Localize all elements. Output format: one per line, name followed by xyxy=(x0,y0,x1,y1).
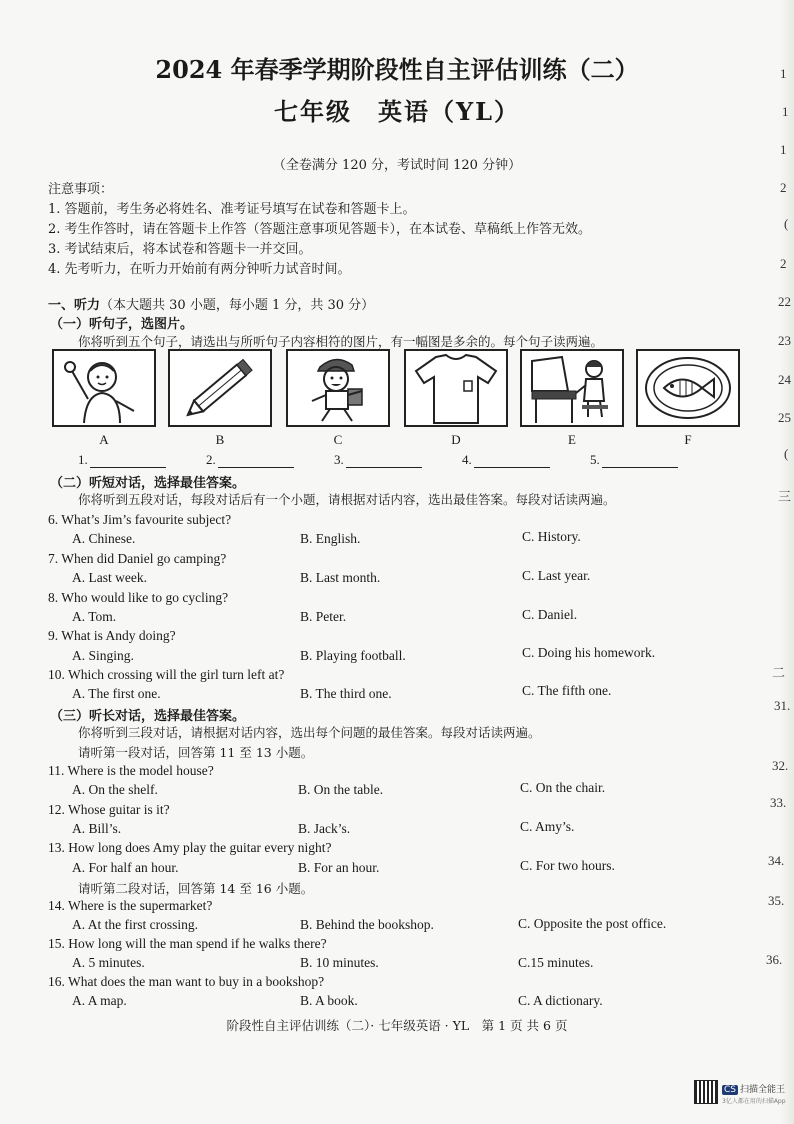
question-9: 9. What is Andy doing? xyxy=(48,628,176,643)
blank-line xyxy=(90,455,166,468)
question-11: 11. Where is the model house? xyxy=(48,763,214,778)
answer-blank xyxy=(590,452,678,468)
margin-mark: 24 xyxy=(778,372,791,387)
option-b: B. Behind the bookshop. xyxy=(300,917,434,932)
margin-mark: 33. xyxy=(770,795,787,810)
option-a: A. 5 minutes. xyxy=(72,955,145,970)
blank-line xyxy=(474,455,550,468)
option-c: C. Opposite the post office. xyxy=(518,916,667,931)
picture-a-boy-waving xyxy=(52,349,156,427)
fish-plate-icon xyxy=(638,351,738,425)
notice-item: 2. 考生作答时，请在答题卡上作答（答题注意事项见答题卡），在本试卷、草稿纸上作答无效。 xyxy=(48,222,592,237)
option-c: C. A dictionary. xyxy=(518,993,603,1008)
picture-c-boy-running xyxy=(286,349,390,427)
question-6: 6. What’s Jim’s favourite subject? xyxy=(48,512,232,527)
option-c: C. History. xyxy=(522,529,581,544)
scanner-name: 扫描全能王 xyxy=(740,1085,786,1095)
answer-blank xyxy=(334,452,422,468)
part1-instruction: 你将听到五个句子，请选出与所听句子内容相符的图片，有一幅图是多余的。每个句子读两遍。 xyxy=(78,334,604,349)
exam-title: 2024 年春季学期阶段性自主评估训练（二） xyxy=(155,55,639,84)
exam-subtitle: 七年级 英语（YL） xyxy=(273,97,520,126)
t-shirt-icon xyxy=(406,351,506,425)
blank-line xyxy=(602,455,678,468)
option-b: B. A book. xyxy=(300,993,358,1008)
question-15: 15. How long will the man spend if he walks there? xyxy=(48,936,327,951)
part3-sub2: 请听第二段对话，回答第 14 至 16 小题。 xyxy=(78,881,314,896)
piano-icon xyxy=(522,351,622,425)
blank-number: 4. xyxy=(462,452,472,467)
margin-mark: 1 xyxy=(780,142,787,157)
blank-number: 2. xyxy=(206,452,216,467)
part3-instruction: 你将听到三段对话，请根据对话内容，选出每个问题的最佳答案。每段对话读两遍。 xyxy=(78,725,541,740)
blank-line xyxy=(346,455,422,468)
picture-label: B xyxy=(215,432,225,447)
question-16: 16. What does the man want to buy in a bookshop? xyxy=(48,974,325,989)
option-a: A. Chinese. xyxy=(72,531,136,546)
pencil-icon xyxy=(170,351,270,425)
margin-mark: 二 xyxy=(772,665,786,680)
option-b: B. For an hour. xyxy=(298,860,380,875)
margin-mark: ( xyxy=(784,446,789,461)
notice-item: 3. 考试结束后，将本试卷和答题卡一并交回。 xyxy=(48,242,312,257)
margin-mark: 31. xyxy=(774,698,791,713)
margin-mark: 2 xyxy=(780,256,787,271)
blank-number: 5. xyxy=(590,452,600,467)
blank-number: 1. xyxy=(78,452,88,467)
page-footer: 阶段性自主评估训练（二）· 七年级英语 · YL 第 1 页 共 6 页 xyxy=(226,1018,568,1033)
option-b: B. Playing football. xyxy=(300,648,406,663)
option-b: B. English. xyxy=(300,531,361,546)
margin-mark: 三 xyxy=(778,489,792,504)
question-12: 12. Whose guitar is it? xyxy=(48,802,170,817)
question-8: 8. Who would like to go cycling? xyxy=(48,590,229,605)
option-c: C. For two hours. xyxy=(520,858,615,873)
answer-blank xyxy=(206,452,294,468)
part3-sub1: 请听第一段对话，回答第 11 至 13 小题。 xyxy=(78,745,314,760)
picture-label: D xyxy=(451,432,461,447)
option-b: B. On the table. xyxy=(298,782,384,797)
score-note: （全卷满分 120 分，考试时间 120 分钟） xyxy=(272,158,522,173)
option-c: C. The fifth one. xyxy=(522,683,612,698)
part3-heading: （三）听长对话，选择最佳答案。 xyxy=(50,709,246,724)
section-title: 一、听力 xyxy=(48,298,101,313)
margin-mark: 22 xyxy=(778,294,791,309)
picture-f-fish-plate xyxy=(636,349,740,427)
answer-blank xyxy=(78,452,166,468)
notice-item: 4. 先考听力，在听力开始前有两分钟听力试音时间。 xyxy=(48,262,351,277)
margin-mark: 34. xyxy=(768,853,785,868)
option-a: A. Tom. xyxy=(72,609,117,624)
picture-label: A xyxy=(99,432,109,447)
option-a: A. Bill’s. xyxy=(72,821,122,836)
option-a: A. For half an hour. xyxy=(72,860,179,875)
option-a: A. Last week. xyxy=(72,570,147,585)
option-c: C. Daniel. xyxy=(522,607,578,622)
option-c: C. Last year. xyxy=(522,568,591,583)
option-a: A. On the shelf. xyxy=(72,782,158,797)
picture-label: F xyxy=(684,432,692,447)
scanner-logo-icon: CS xyxy=(724,1085,736,1095)
notice-item: 1. 答题前，考生务必将姓名、准考证号填写在试卷和答题卡上。 xyxy=(48,202,416,217)
margin-mark: 35. xyxy=(768,893,785,908)
picture-label: C xyxy=(333,432,343,447)
notice-heading: 注意事项： xyxy=(48,182,114,197)
boy-running-icon xyxy=(288,351,388,425)
question-7: 7. When did Daniel go camping? xyxy=(48,551,227,566)
picture-label: E xyxy=(568,432,576,447)
part2-instruction: 你将听到五段对话，每段对话后有一个小题，请根据对话内容，选出最佳答案。每段对话读两遍。 xyxy=(78,492,616,507)
picture-d-t-shirt xyxy=(404,349,508,427)
qr-code-icon xyxy=(694,1080,718,1104)
question-14: 14. Where is the supermarket? xyxy=(48,898,213,913)
section-listening-heading xyxy=(48,294,374,313)
margin-mark: 23 xyxy=(778,333,791,348)
option-a: A. A map. xyxy=(72,993,127,1008)
margin-mark: 2 xyxy=(780,180,787,195)
scanner-tagline: 3亿人都在用的扫描App xyxy=(722,1098,786,1105)
answer-blank xyxy=(462,452,550,468)
option-c: C. Amy’s. xyxy=(520,819,575,834)
boy-waving-icon xyxy=(54,351,154,425)
option-b: B. Last month. xyxy=(300,570,381,585)
margin-mark: 25 xyxy=(778,410,791,425)
margin-mark: ( xyxy=(784,216,789,231)
option-a: A. The first one. xyxy=(72,686,161,701)
margin-mark: 1 xyxy=(780,66,787,81)
margin-mark: 36. xyxy=(766,952,783,967)
option-b: B. The third one. xyxy=(300,686,392,701)
question-13: 13. How long does Amy play the guitar every night? xyxy=(48,840,332,855)
option-c: C.15 minutes. xyxy=(518,955,594,970)
scanner-watermark xyxy=(722,1082,785,1095)
option-c: C. Doing his homework. xyxy=(522,645,656,660)
option-b: B. 10 minutes. xyxy=(300,955,379,970)
option-c: C. On the chair. xyxy=(520,780,606,795)
option-b: B. Jack’s. xyxy=(298,821,351,836)
part1-heading: （一）听句子，选图片。 xyxy=(50,317,194,332)
blank-number: 3. xyxy=(334,452,344,467)
section-note: （本大题共 30 小题，每小题 1 分，共 30 分） xyxy=(100,298,375,313)
option-a: A. At the first crossing. xyxy=(72,917,198,932)
option-a: A. Singing. xyxy=(72,648,134,663)
option-b: B. Peter. xyxy=(300,609,347,624)
picture-e-girl-piano xyxy=(520,349,624,427)
margin-mark: 32. xyxy=(772,758,789,773)
part2-heading: （二）听短对话，选择最佳答案。 xyxy=(50,476,246,491)
picture-b-pencil xyxy=(168,349,272,427)
question-10: 10. Which crossing will the girl turn left at? xyxy=(48,667,285,682)
blank-line xyxy=(218,455,294,468)
margin-mark: 1 xyxy=(782,104,789,119)
